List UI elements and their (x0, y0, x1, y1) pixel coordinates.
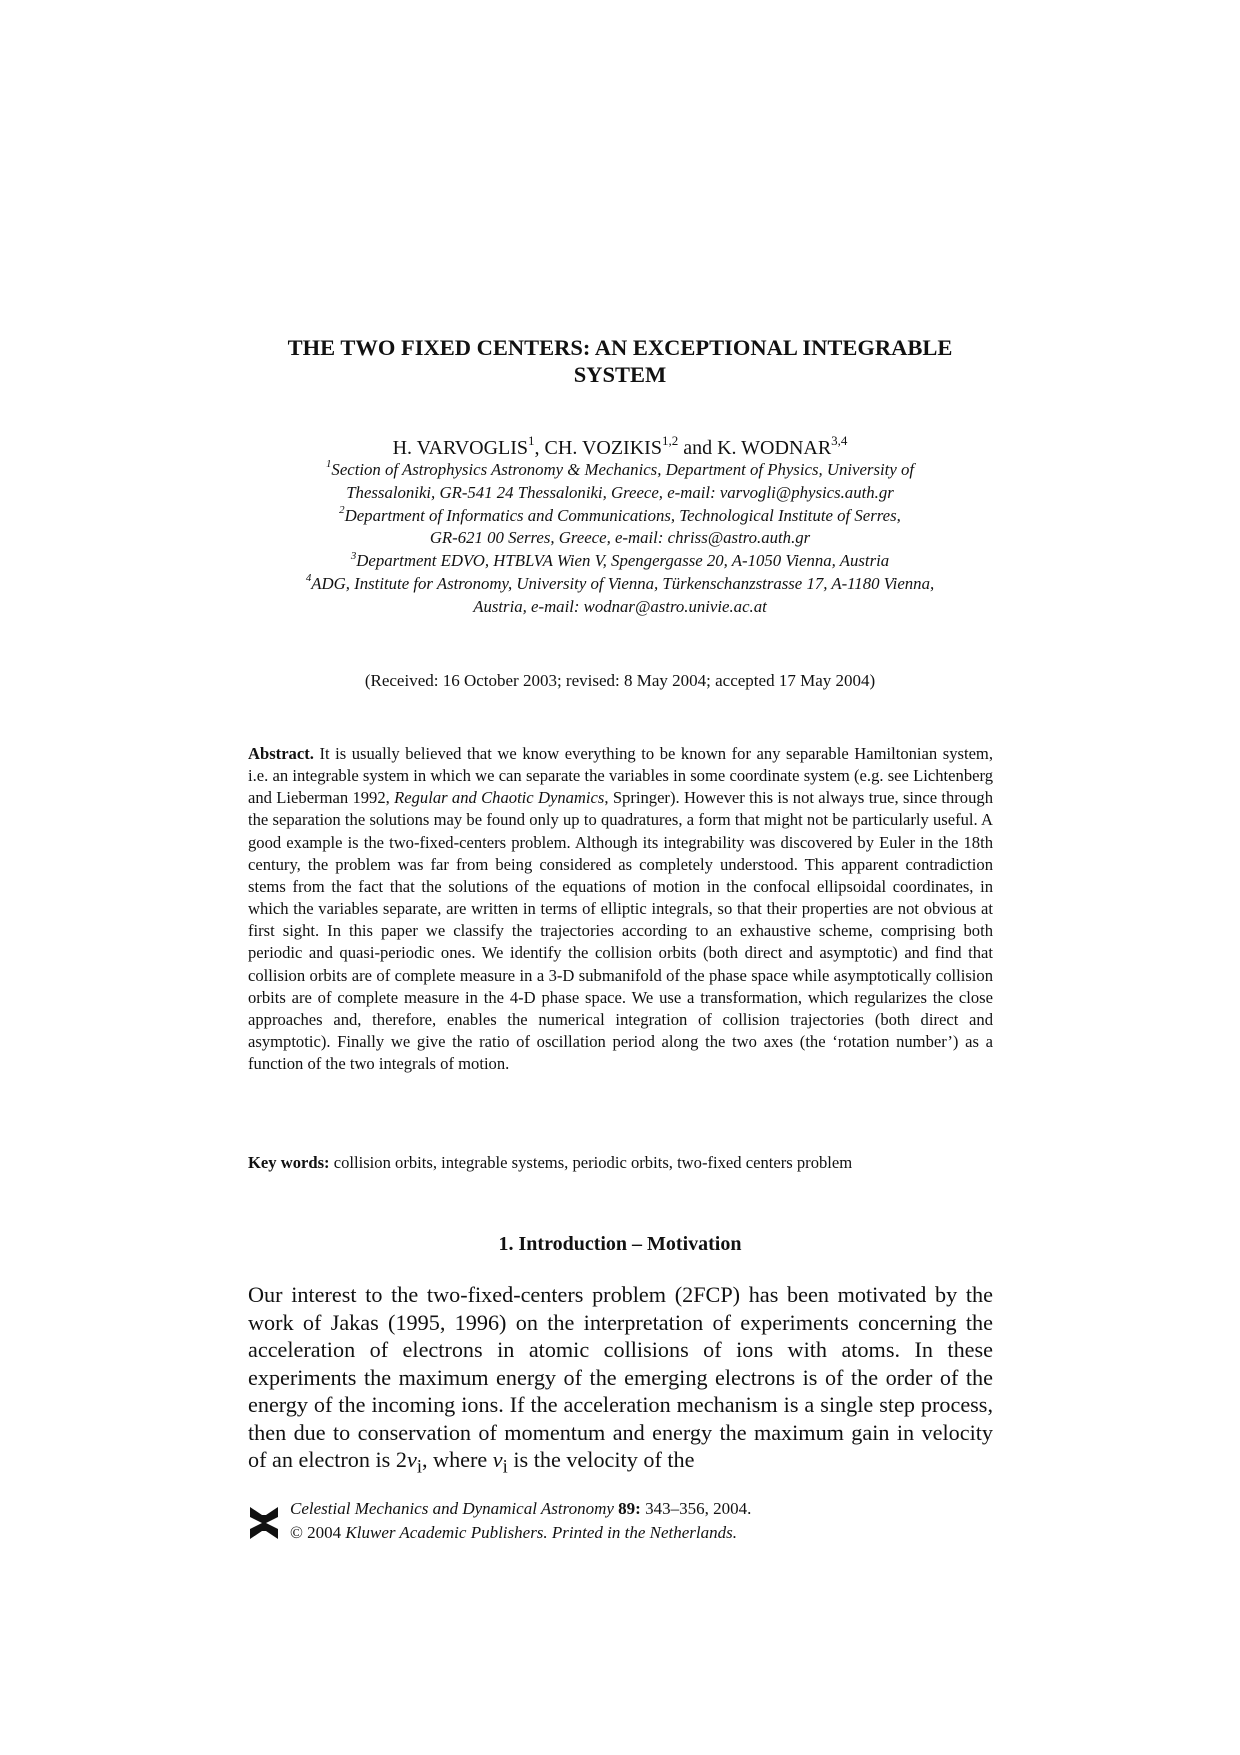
abstract-text: , Springer). However this is not always true, since through the separation the solutions may be found only up to quadratures, a form that might not be particularly useful. A good example is the two-fixed-centers problem. Although its integrability was discovered by Euler in the 18th century, the problem was far from being considered as completely understood. This apparent contradiction stems from the fact that the solutions of the equations of motion in the confocal ellipsoidal coordinates, in which the variables separate, are written in terms of elliptic integrals, so that their properties are not obvious at first sight. In this paper we classify the trajectories according to an exhaustive scheme, comprising both periodic and quasi-periodic ones. We identify the collision orbits (both direct and asymptotic) and find that collision orbits are of complete measure in a 3-D submanifold of the phase space while asymptotically collision orbits are of complete measure in the 4-D phase space. We use a transformation, which regularizes the close approaches and, therefore, enables the numerical integration of collision trajectories (both direct and asymptotic). Finally we give the ratio of oscillation period along the two axes (the ‘rotation number’) as a function of the two integrals of motion. (248, 788, 993, 1074)
keywords-text: collision orbits, integrable systems, periodic orbits, two-fixed centers problem (329, 1153, 853, 1172)
section-heading: 1. Introduction – Motivation (498, 1233, 742, 1255)
author-affil-mark: 3,4 (831, 433, 848, 449)
affiliation-list (230, 459, 1010, 619)
author-name: K. WODNAR (717, 437, 832, 459)
abstract-text: It is usually believed that we know everything to be known for any separable Hamiltonian system, i.e. an integrable system in which we can separate the variables in some coordinate system (e.g. see Lichtenberg and Lieberman 1992, (248, 744, 993, 808)
affiliation-line: $^1$Section of Astrophysics Astronomy & Mechanics, Department of Physics, University of (325, 458, 915, 479)
author-name: H. VARVOGLIS (392, 437, 529, 459)
author-affil-mark: 1,2 (661, 433, 679, 449)
abstract (248, 743, 993, 1075)
abstract-book-title: Regular and Chaotic Dynamics (394, 788, 605, 808)
journal-name: Celestial Mechanics and Dynamical Astronomy (290, 1499, 614, 1518)
abstract-label: Abstract. (248, 744, 314, 763)
affiliation-line: GR-621 00 Serres, Greece, e-mail: chriss@astro.auth.gr (429, 528, 811, 548)
math-variable: v (406, 1447, 417, 1472)
paper-title: THE TWO FIXED CENTERS: AN EXCEPTIONAL INTEGRABLE SYSTEM (287, 335, 953, 387)
affiliation-mark: 1 (325, 458, 332, 471)
body-text: , where (421, 1447, 493, 1472)
journal-footer (248, 1497, 993, 1557)
math-subscript: i (502, 1457, 508, 1478)
author-separator: , (534, 437, 545, 459)
journal-volume: 89: (618, 1499, 641, 1518)
body-text: is the velocity of the (507, 1447, 695, 1472)
citation-line (290, 1497, 990, 1521)
affiliation-line: $^3$Department EDVO, HTBLVA Wien V, Spengergasse 20, A-1050 Vienna, Austria (350, 549, 890, 571)
publisher-line: Kluwer Academic Publishers. Printed in the Netherlands. (345, 1523, 738, 1542)
journal-pages: 343–356, 2004. (640, 1499, 752, 1518)
copyright-year: © 2004 (290, 1523, 342, 1542)
math-variable: v (492, 1447, 503, 1472)
affiliation-line: $^2$Department of Informatics and Communications, Technological Institute of Serres, (339, 503, 901, 525)
author-name: CH. VOZIKIS (544, 437, 662, 459)
affiliation-line: Thessaloniki, GR-541 24 Thessaloniki, Greece, e-mail: varvogli@physics.auth.gr (346, 482, 894, 502)
keywords (248, 1152, 993, 1174)
copyright-line (290, 1521, 990, 1545)
affiliation-line: Austria, e-mail: wodnar@astro.univie.ac.at (473, 596, 767, 616)
keywords-label: Key words: (248, 1153, 330, 1172)
author-affil-mark: 1 (528, 433, 535, 449)
author-list (245, 433, 995, 460)
body-text: Our interest to the two-fixed-centers problem (2FCP) has been motivated by the work of Jakas (1995, 1996) on the interpretation of experiments concerning the acceleration of electrons in atomic collisions of ions with atoms. In these experiments the maximum energy of the emerging electrons is of the order of the energy of the incoming ions. If the acceleration mechanism is a single step process, then due to conservation of momentum and energy the maximum gain in velocity of an electron is 2 (248, 1282, 993, 1472)
received-dates: (Received: 16 October 2003; revised: 8 May 2004; accepted 17 May 2004) (364, 671, 876, 690)
affiliation-mark: 3 (350, 549, 357, 562)
author-separator: and (678, 437, 718, 459)
footer-text (290, 1497, 990, 1545)
affiliation-mark: 4 (305, 572, 312, 585)
affiliation-line: $^4$ADG, Institute for Astronomy, University of Vienna, Türkenschanzstrasse 17, A-1180 Vienna, (305, 572, 935, 593)
math-subscript: i (416, 1457, 422, 1478)
section-body (248, 1281, 993, 1482)
kluwer-logo-icon (248, 1503, 280, 1543)
affiliation-mark: 2 (339, 503, 345, 516)
